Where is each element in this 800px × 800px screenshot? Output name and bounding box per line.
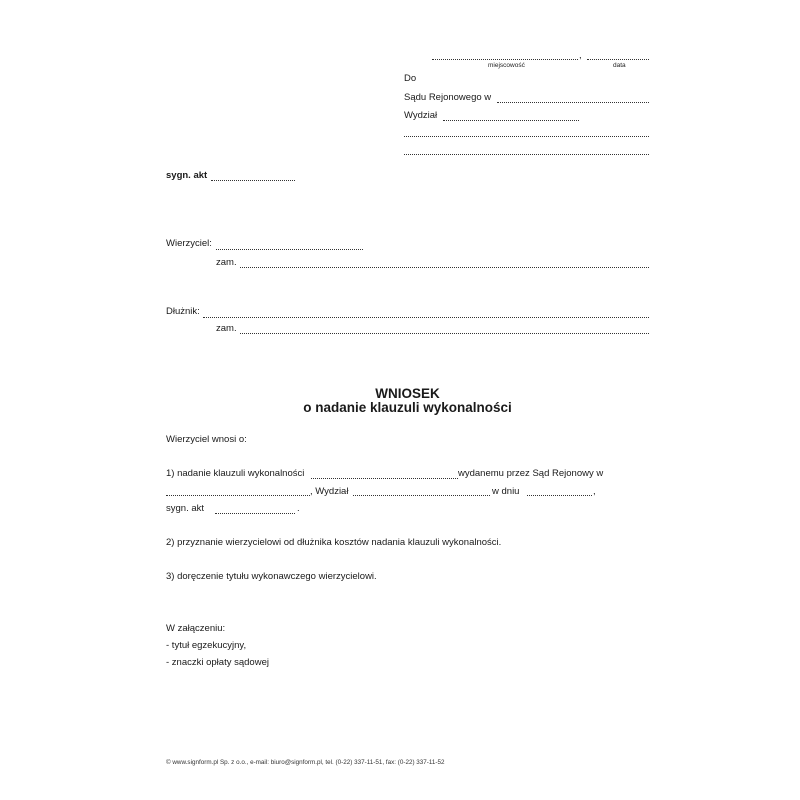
item1-text-f: sygn. akt — [166, 503, 205, 514]
item2-text: 2) przyznanie wierzycielowi od dłużnika kosztów nadania klauzuli wykonalności. — [166, 537, 502, 548]
item1-text-b: wydanemu przez Sąd Rejonowy w — [458, 468, 604, 479]
item1-text-d: w dniu — [492, 486, 520, 497]
place-caption: miejscowość — [488, 62, 525, 69]
creditor-label: Wierzyciel: — [166, 238, 212, 249]
issuing-case-ref-line[interactable] — [215, 513, 295, 514]
attachment-item: - tytuł egzekucyjny, — [166, 640, 247, 651]
item3-text: 3) doręczenie tytułu wykonawczego wierzycielowi. — [166, 571, 377, 582]
item1-text-g: . — [297, 503, 300, 514]
issuing-court-line[interactable] — [166, 495, 310, 496]
creditor-address-line[interactable] — [240, 267, 649, 268]
document-title: WNIOSEK — [375, 386, 440, 401]
item1-text-e: , — [593, 486, 596, 497]
issue-date-line[interactable] — [527, 495, 592, 496]
case-ref-label: sygn. akt — [166, 170, 208, 181]
attachment-item: - znaczki opłaty sądowej — [166, 657, 269, 668]
document-subtitle: o nadanie klauzuli wykonalności — [303, 400, 512, 415]
place-line[interactable] — [432, 59, 578, 60]
debtor-name-line[interactable] — [203, 317, 649, 318]
court-address-line-2[interactable] — [404, 154, 649, 155]
item1-text-a: 1) nadanie klauzuli wykonalności — [166, 468, 305, 479]
debtor-address-label: zam. — [216, 323, 237, 334]
creditor-name-line[interactable] — [216, 249, 363, 250]
case-ref-line[interactable] — [211, 180, 295, 181]
date-line[interactable] — [587, 59, 649, 60]
issuing-division-line[interactable] — [353, 495, 490, 496]
intro-text: Wierzyciel wnosi o: — [166, 434, 247, 445]
item1-text-c: , Wydział — [310, 486, 349, 497]
footer-text: © www.signform.pl Sp. z o.o., e-mail: biuro@signform.pl, tel. (0-22) 337-11-51, fax: (0-22) 337-11-52 — [166, 759, 445, 766]
debtor-label: Dłużnik: — [166, 306, 200, 317]
division-label: Wydział — [404, 110, 438, 121]
court-label: Sądu Rejonowego w — [404, 92, 492, 103]
creditor-address-label: zam. — [216, 257, 237, 268]
title-document-line[interactable] — [311, 478, 458, 479]
court-city-line[interactable] — [497, 102, 649, 103]
document-page: , miejscowość data Do Sądu Rejonowego w Wydział sygn. akt Wierzyciel: zam. Dłużnik: zam. WNIOSEK o nadanie klauzuli wykonalności Wierzyciel wnosi o: 1) nadanie klauzuli wykonalności wydanemu przez Sąd Rejonowy w , Wydział w dniu , sygn. akt . 2) przyznanie wierzycielowi od dłużnika kosztów nadania klauzuli wykonalności. 3) doręczenie tytułu wykonawczego wierzycielowi. W załączeniu: - tytuł egzekucyjny, - znaczki opłaty sądowej © www.signform.pl Sp. z o.o., e-mail: biuro@signform.pl, tel. (0-22) 337-11-51, fax: (0-22) 337-11-52 — [0, 0, 800, 800]
debtor-address-line[interactable] — [240, 333, 649, 334]
division-line[interactable] — [443, 120, 579, 121]
attachments-heading: W załączeniu: — [166, 623, 226, 634]
to-label: Do — [404, 73, 417, 84]
date-caption: data — [613, 62, 626, 69]
court-address-line-1[interactable] — [404, 136, 649, 137]
